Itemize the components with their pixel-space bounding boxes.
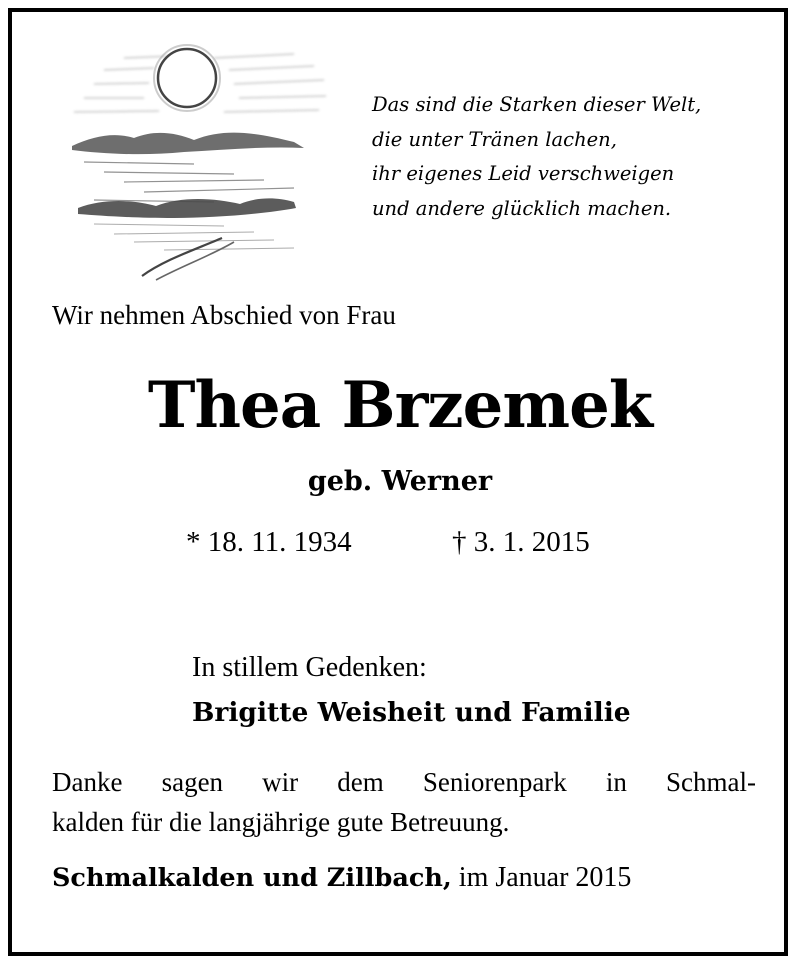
remembrance-label: In stillem Gedenken:	[192, 652, 427, 683]
poem	[372, 88, 701, 226]
deceased-name: Thea Brzemek	[147, 368, 653, 443]
maiden-name: geb. Werner	[307, 466, 493, 497]
place-date-line	[52, 862, 631, 894]
intro-text: Wir nehmen Abschied von Frau	[52, 300, 396, 330]
thanks-line: kalden für die langjährige gute Betreuung.	[52, 807, 510, 837]
thanks-line: Danke sagen wir dem Seniorenpark in Schmal-	[52, 767, 756, 797]
poem-line: ihr eigenes Leid verschweigen	[372, 162, 675, 185]
place: Schmalkalden und Zillbach,	[52, 863, 452, 893]
sun-icon	[158, 49, 216, 107]
date: im Januar 2015	[451, 862, 632, 893]
poem-line: die unter Tränen lachen,	[372, 127, 617, 151]
thanks-paragraph	[52, 762, 756, 842]
birth-date: * 18. 11. 1934	[186, 526, 352, 558]
death-date: † 3. 1. 2015	[452, 526, 590, 558]
poem-line: Das sind die Starken dieser Welt,	[372, 93, 702, 116]
mourners: Brigitte Weisheit und Familie	[192, 697, 631, 728]
sunset-landscape-illustration	[64, 28, 336, 286]
poem-line: und andere glücklich machen.	[372, 196, 672, 220]
